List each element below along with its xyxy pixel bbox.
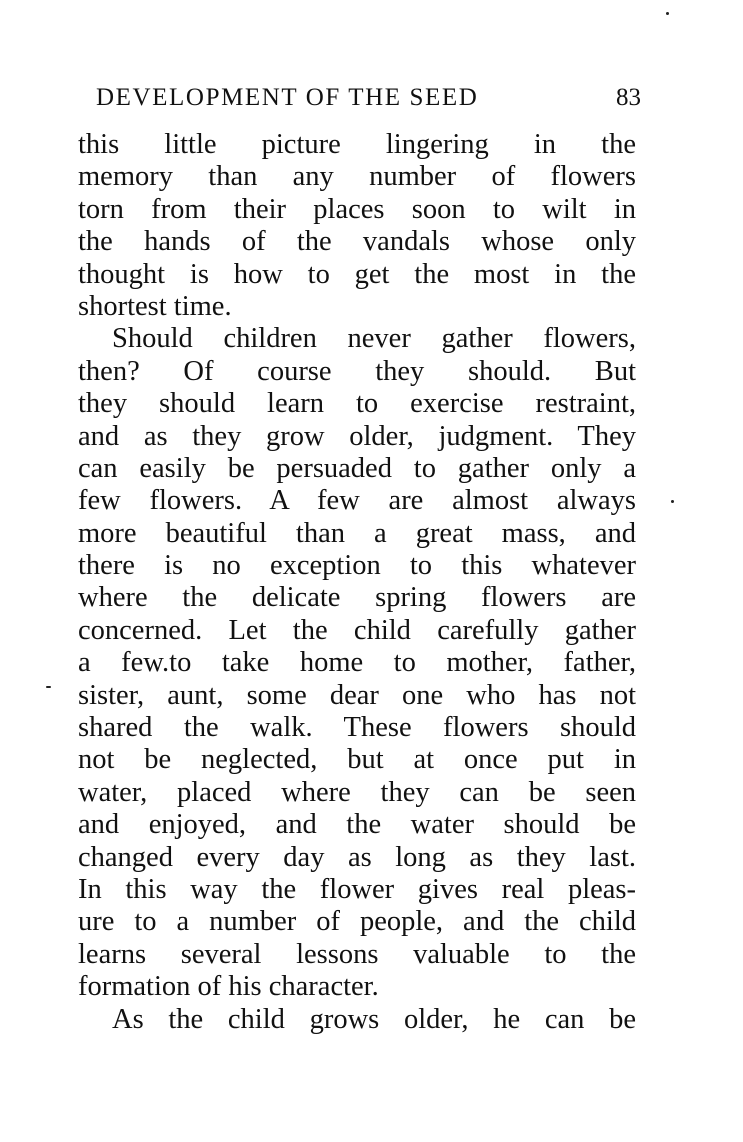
text-line: the hands of the vandals whose only (78, 226, 636, 258)
text-line: few flowers. A few are almost always (78, 485, 636, 517)
chapter-title: DEVELOPMENT OF THE SEED (96, 84, 479, 111)
text-line: shared the walk. These flowers should (78, 712, 636, 744)
text-line: shortest time. (78, 290, 232, 322)
text-line: where the delicate spring flowers are (78, 582, 636, 614)
text-line: water, placed where they can be seen (78, 776, 636, 808)
scan-speck (666, 12, 669, 15)
text-line: changed every day as long as they last. (78, 841, 636, 873)
scan-speck (46, 686, 51, 688)
text-line: As the child grows older, he can be (112, 1003, 636, 1035)
scan-speck (671, 500, 674, 503)
text-line: sister, aunt, some dear one who has not (78, 679, 636, 711)
running-head (96, 82, 641, 114)
page-number: 83 (616, 84, 641, 111)
text-line: a few.to take home to mother, father, (78, 647, 636, 679)
text-line: there is no exception to this whatever (78, 550, 636, 582)
text-line: learns several lessons valuable to the (78, 938, 636, 970)
text-line: concerned. Let the child carefully gather (78, 614, 636, 646)
text-line: Should children never gather flowers, (112, 323, 636, 355)
text-line: and enjoyed, and the water should be (78, 809, 636, 841)
text-line: formation of his character. (78, 971, 379, 1003)
text-line: thought is how to get the most in the (78, 258, 636, 290)
text-line: this little picture lingering in the (78, 129, 636, 160)
text-line: and as they grow older, judgment. They (78, 420, 636, 452)
text-line: In this way the flower gives real pleas- (78, 873, 636, 905)
text-line: torn from their places soon to wilt in (78, 193, 636, 225)
text-line: then? Of course they should. But (78, 355, 636, 387)
text-line: more beautiful than a great mass, and (78, 517, 636, 549)
text-line: memory than any number of flowers (78, 161, 636, 193)
body-text (78, 129, 636, 1036)
text-line: they should learn to exercise restraint, (78, 388, 636, 420)
text-line: can easily be persuaded to gather only a (78, 452, 636, 484)
text-line: not be neglected, but at once put in (78, 744, 636, 776)
text-line: ure to a number of people, and the child (78, 906, 636, 938)
